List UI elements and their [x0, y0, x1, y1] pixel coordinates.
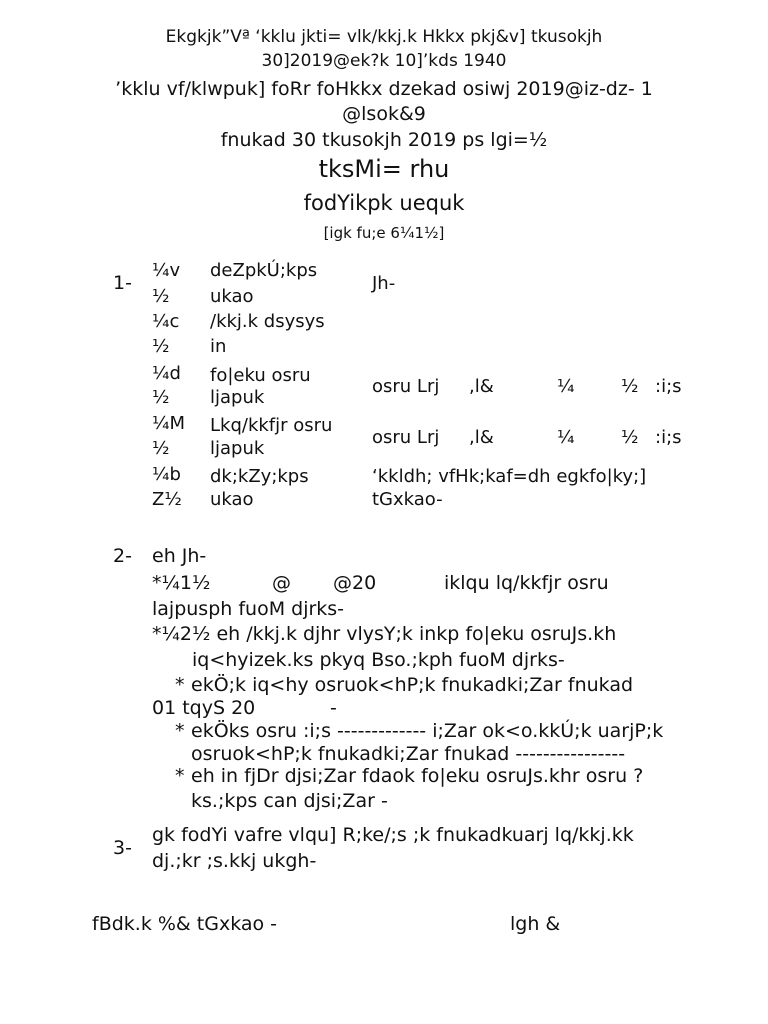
bullet-3-text: eh in fjDr djsi;Zar fdaok fo|eku osruJs.khr osru ? [191, 765, 644, 787]
row-e-office-value: ‘kkldh; vfHk;kaf=dh egkfo|ky;] [372, 466, 647, 487]
row-e-label-2: ukao [210, 489, 254, 510]
row-d-close-bracket: ½ [621, 427, 639, 448]
row-c-code-2: ½ [152, 387, 170, 408]
section-2-number: 2- [113, 545, 132, 567]
section-3-number: 3- [113, 837, 132, 859]
option-2-text-2: iq<hyizek.ks pkyq Bso.;kph fuoM djrks- [192, 649, 565, 671]
bullet-3-star: * [175, 765, 185, 787]
document-title: tksMi= rhu [318, 155, 450, 183]
row-d-rupees: :i;s [655, 427, 682, 448]
option-1-text-2: lajpusph fuoM djrks- [152, 598, 345, 620]
bullet-1-text: ekÖ;k iq<hy osruok<hP;k fnukadki;Zar fnukad [191, 674, 634, 696]
header-line-4: @lsok&9 [342, 103, 426, 125]
row-d-label: Lkq/kkfjr osru [210, 415, 333, 436]
header-line-1: Ekgkjk”Vª ‘kklu jkti= vlk/kkj.k Hkkx pkj&v] tkusokjh [165, 27, 603, 47]
row-d-s-label: ,l& [469, 427, 494, 448]
document-subtitle: fodYikpk uequk [303, 191, 465, 215]
row-d-open-bracket: ¼ [557, 427, 575, 448]
signature-field: lgh & [510, 913, 561, 935]
row-a-code: ¼v [152, 260, 181, 281]
header-line-5: fnukad 30 tkusokjh 2019 ps lgi=½ [220, 129, 548, 151]
bullet-3-text-2: ks.;kps can djsi;Zar - [191, 790, 388, 812]
bullet-1-date: 01 tqyS 20 [152, 697, 256, 719]
row-b-label-2: in [210, 336, 227, 357]
row-d-label-2: ljapuk [210, 438, 265, 459]
bullet-1-dash: - [330, 697, 337, 719]
row-c-label: fo|eku osru [210, 365, 311, 386]
bullet-2-text: ekÖks osru :i;s ------------- i;Zar ok<o.kkÚ;k uarjP;k [191, 720, 664, 742]
place-field: fBdk.k %& tGxkao - [92, 913, 278, 935]
row-c-pay-level: osru Lrj [372, 376, 440, 397]
row-c-open-bracket: ¼ [557, 376, 575, 397]
row-c-rupees: :i;s [655, 376, 682, 397]
row-e-code: ¼b [152, 464, 181, 485]
bullet-2-text-2: osruok<hP;k fnukadki;Zar fnukad ---------------- [191, 743, 626, 765]
section-1-number: 1- [113, 272, 132, 294]
option-1-separator: @ [272, 572, 291, 594]
header-line-2: 30]2019@ek?k 10]’kds 1940 [261, 51, 507, 71]
row-a-value: Jh- [372, 273, 396, 294]
row-c-s-label: ,l& [469, 376, 494, 397]
row-d-code: ¼M [152, 413, 185, 434]
bullet-1-star: * [175, 674, 185, 696]
row-a-label: deZpkÚ;kps [210, 260, 318, 281]
row-c-code: ¼d [152, 363, 181, 384]
section-2-intro: eh Jh- [152, 545, 207, 567]
option-1-year: @20 [333, 572, 377, 594]
row-b-code-2: ½ [152, 336, 170, 357]
row-e-code-2: Z½ [152, 489, 182, 510]
option-1-marker: *¼1½ [152, 572, 211, 594]
rule-reference: [igk fu;e 6¼1½] [323, 224, 445, 242]
row-b-label: /kkj.k dsysys [210, 311, 325, 332]
row-e-office-value-2: tGxkao- [372, 489, 443, 510]
row-e-label: dk;kZy;kps [210, 466, 309, 487]
row-c-close-bracket: ½ [621, 376, 639, 397]
section-3-text-2: dj.;kr ;s.kkj ukgh- [152, 850, 317, 872]
option-1-text: iklqu lq/kkfjr osru [444, 572, 609, 594]
option-2-text: *¼2½ eh /kkj.k djhr vlysY;k inkp fo|eku osruJs.kh [152, 623, 617, 645]
row-d-pay-level: osru Lrj [372, 427, 440, 448]
bullet-2-star: * [175, 720, 185, 742]
row-d-code-2: ½ [152, 438, 170, 459]
row-b-code: ¼c [152, 311, 180, 332]
row-a-code-2: ½ [152, 286, 170, 307]
row-a-label-2: ukao [210, 286, 254, 307]
row-c-label-2: ljapuk [210, 387, 265, 408]
section-3-text: gk fodYi vafre vlqu] R;ke/;s ;k fnukadkuarj lq/kkj.kk [152, 824, 634, 846]
header-line-3: ’kklu vf/klwpuk] foRr foHkkx dzekad osiwj 2019@iz-dz- 1 [115, 78, 653, 100]
